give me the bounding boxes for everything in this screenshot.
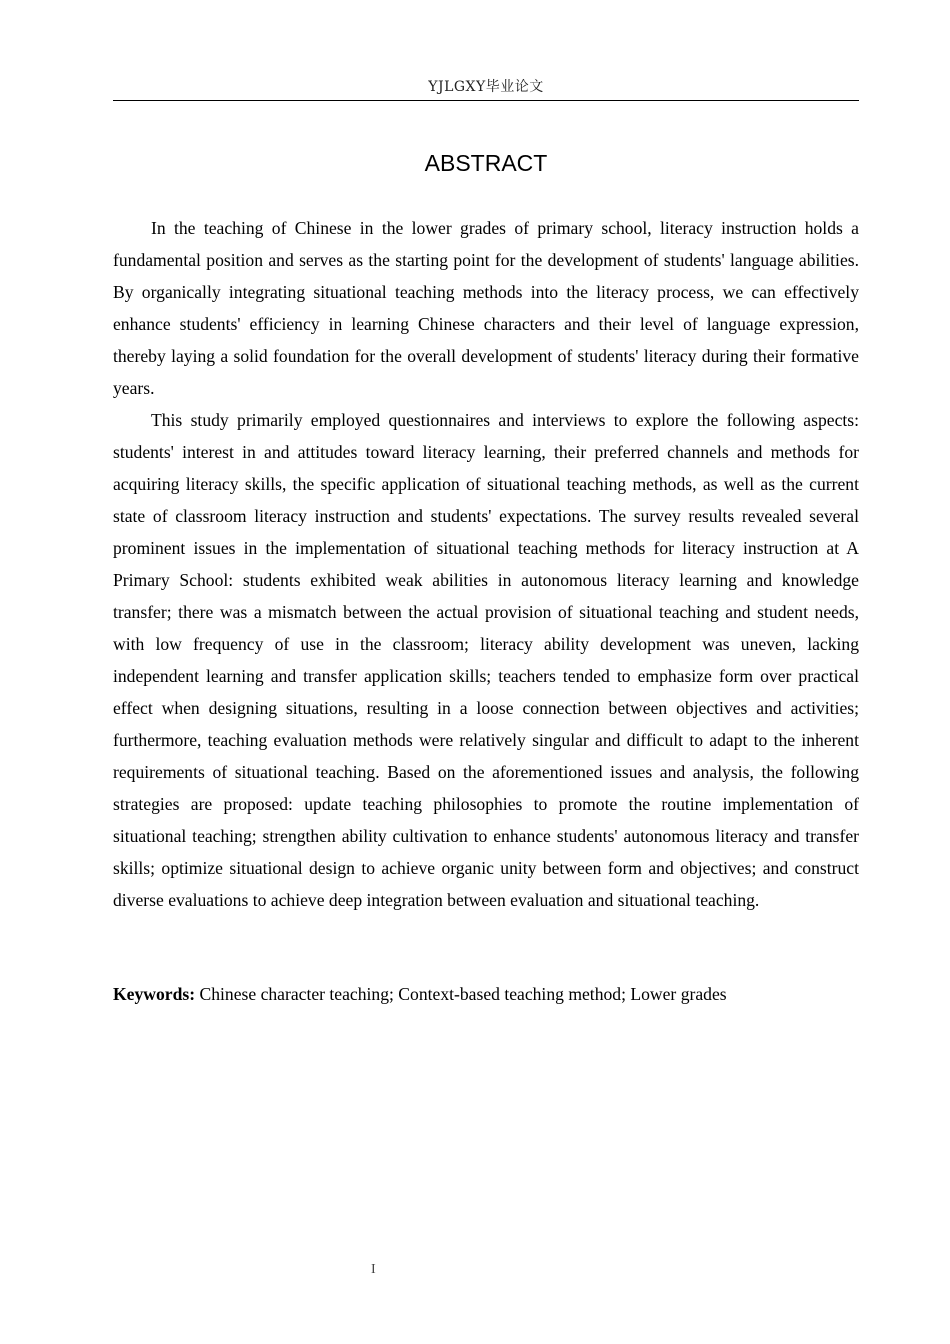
abstract-paragraph-2: This study primarily employed questionnaires and interviews to explore the following aspects: students' interest in and attitudes toward literacy learning, their preferred channels and methods for acquiring literacy skills, the specific application of situational teaching methods, as well as the current state of classroom literacy instruction and students' expectations. The survey results revealed several prominent issues in the implementation of situational teaching methods for literacy instruction at A Primary School: students exhibited weak abilities in autonomous literacy learning and knowledge transfer; there was a mismatch between the actual provision of situational teaching and student needs, with low frequency of use in the classroom; literacy ability development was uneven, lacking independent learning and transfer application skills; teachers tended to emphasize form over practical effect when designing situations, resulting in a loose connection between objectives and activities; furthermore, teaching evaluation methods were relatively singular and difficult to adapt to the inherent requirements of situational teaching. Based on the aforementioned issues and analysis, the following strategies are proposed: update teaching philosophies to promote the routine implementation of situational teaching; strengthen ability cultivation to enhance students' autonomous literacy and transfer skills; optimize situational design to achieve organic unity between form and objectives; and construct diverse evaluations to achieve deep integration between evaluation and situational teaching. bbox=[113, 410, 859, 910]
page-number: I bbox=[371, 1262, 376, 1277]
abstract-title: ABSTRACT bbox=[424, 150, 548, 176]
abstract-body bbox=[113, 212, 859, 916]
page-header: YJLGXY毕业论文 bbox=[428, 79, 544, 95]
abstract-paragraph-1: In the teaching of Chinese in the lower grades of primary school, literacy instruction holds a fundamental position and serves as the starting point for the development of students' language abilities. By organically integrating situational teaching methods into the literacy process, we can effectively enhance students' efficiency in learning Chinese characters and their level of language expression, thereby laying a solid foundation for the overall development of students' literacy during their formative years. bbox=[113, 218, 859, 398]
keywords-label: Keywords: bbox=[113, 984, 196, 1004]
keywords-value: Chinese character teaching; Context-based teaching method; Lower grades bbox=[195, 984, 727, 1004]
header-divider bbox=[113, 100, 859, 101]
keywords-line bbox=[113, 978, 859, 1010]
